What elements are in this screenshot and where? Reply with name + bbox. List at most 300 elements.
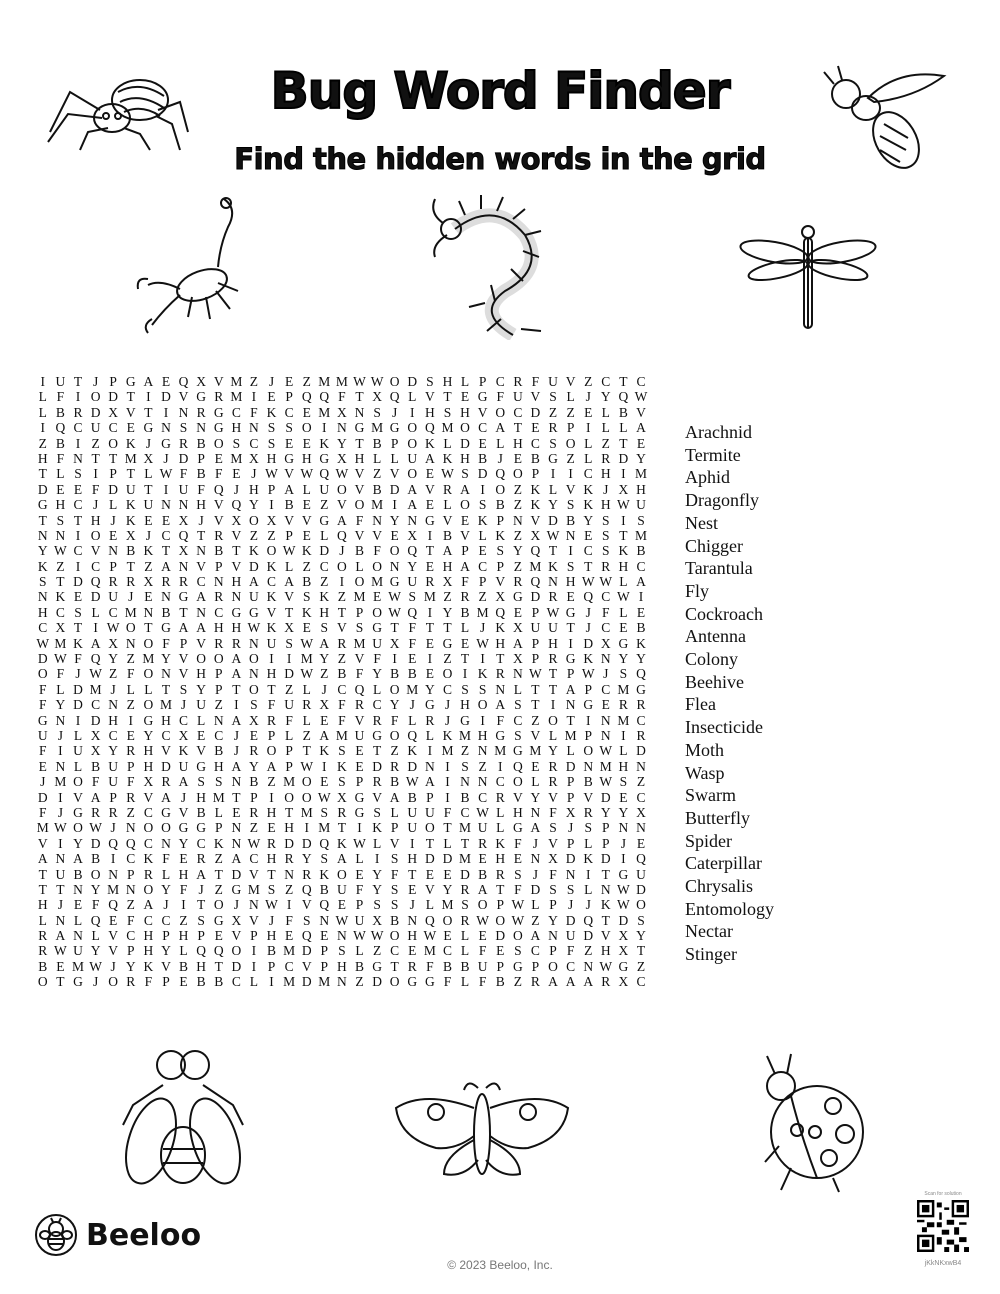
grid-letter[interactable]: U [108,589,119,605]
grid-letter[interactable]: L [214,804,223,820]
grid-letter[interactable]: E [320,774,329,790]
grid-letter[interactable]: M [459,727,472,743]
grid-letter[interactable]: I [234,697,239,713]
grid-letter[interactable]: Q [636,666,646,682]
grid-letter[interactable]: I [585,866,591,882]
grid-letter[interactable]: G [354,420,365,436]
grid-letter[interactable]: K [407,743,418,759]
grid-letter[interactable]: L [390,450,399,466]
grid-letter[interactable]: A [90,635,101,651]
grid-letter[interactable]: O [337,558,347,574]
grid-letter[interactable]: S [602,512,610,528]
grid-letter[interactable]: M [71,958,84,974]
grid-letter[interactable]: X [143,774,154,790]
grid-letter[interactable]: B [460,958,470,974]
grid-letter[interactable]: E [214,928,223,944]
grid-letter[interactable]: K [266,620,277,636]
grid-letter[interactable]: K [301,543,312,559]
grid-letter[interactable]: Z [636,958,646,974]
grid-letter[interactable]: J [92,374,99,389]
grid-letter[interactable]: O [337,481,347,497]
grid-letter[interactable]: H [196,789,207,805]
grid-letter[interactable]: S [285,420,293,436]
grid-letter[interactable]: G [618,635,629,651]
grid-letter[interactable]: T [56,574,65,590]
grid-letter[interactable]: T [372,743,382,759]
grid-letter[interactable]: N [249,420,259,436]
grid-letter[interactable]: N [530,804,541,820]
grid-letter[interactable]: W [335,912,349,928]
grid-letter[interactable]: F [197,481,205,497]
grid-letter[interactable]: L [284,558,294,574]
grid-letter[interactable]: L [284,727,294,743]
grid-letter[interactable]: J [110,512,116,528]
grid-letter[interactable]: D [530,589,541,605]
grid-letter[interactable]: S [320,620,329,636]
grid-letter[interactable]: R [179,435,189,451]
grid-letter[interactable]: W [599,958,613,974]
grid-letter[interactable]: P [320,958,329,974]
grid-letter[interactable]: Z [443,651,452,667]
grid-letter[interactable]: S [602,527,610,543]
grid-letter[interactable]: W [388,589,402,605]
grid-letter[interactable]: K [477,666,488,682]
grid-letter[interactable]: S [443,404,452,420]
grid-letter[interactable]: X [125,527,136,543]
grid-letter[interactable]: T [460,651,470,667]
grid-letter[interactable]: S [338,774,346,790]
grid-letter[interactable]: F [285,712,293,728]
grid-letter[interactable]: N [125,881,136,897]
grid-letter[interactable]: D [442,851,453,867]
grid-letter[interactable]: D [249,558,259,574]
grid-letter[interactable]: I [146,389,151,405]
grid-letter[interactable]: N [495,681,506,697]
grid-letter[interactable]: V [90,543,101,559]
grid-letter[interactable]: E [496,943,505,959]
grid-letter[interactable]: O [249,651,259,667]
grid-letter[interactable]: M [423,589,436,605]
grid-letter[interactable]: L [355,851,364,867]
grid-letter[interactable]: B [460,789,470,805]
grid-letter[interactable]: N [37,527,48,543]
grid-letter[interactable]: D [372,974,382,990]
grid-letter[interactable]: H [213,758,224,774]
grid-letter[interactable]: G [407,974,418,990]
grid-letter[interactable]: T [38,866,47,882]
grid-letter[interactable]: Q [319,466,330,482]
grid-letter[interactable]: U [55,866,66,882]
grid-letter[interactable]: P [214,820,223,836]
grid-letter[interactable]: B [636,543,646,559]
grid-letter[interactable]: M [599,758,612,774]
grid-letter[interactable]: D [161,389,171,405]
grid-letter[interactable]: L [548,727,558,743]
grid-letter[interactable]: V [196,635,207,651]
grid-letter[interactable]: T [144,620,153,636]
grid-letter[interactable]: P [250,928,258,944]
grid-letter[interactable]: L [460,620,470,636]
grid-letter[interactable]: J [180,789,187,805]
grid-letter[interactable]: I [621,727,626,743]
grid-letter[interactable]: R [442,481,452,497]
grid-letter[interactable]: R [372,712,382,728]
grid-letter[interactable]: O [301,789,312,805]
grid-letter[interactable]: S [302,912,311,928]
grid-letter[interactable]: C [55,604,65,620]
grid-letter[interactable]: L [460,974,470,990]
grid-letter[interactable]: T [337,820,347,836]
grid-letter[interactable]: Q [407,727,418,743]
grid-letter[interactable]: N [600,712,611,728]
grid-letter[interactable]: Q [90,651,101,667]
grid-letter[interactable]: Y [636,651,646,667]
grid-letter[interactable]: N [73,450,83,466]
grid-letter[interactable]: E [408,943,417,959]
grid-letter[interactable]: N [372,512,382,528]
grid-letter[interactable]: O [90,389,101,405]
grid-letter[interactable]: R [214,589,224,605]
grid-letter[interactable]: J [532,835,539,851]
grid-letter[interactable]: V [284,512,294,528]
grid-letter[interactable]: E [636,604,646,620]
grid-letter[interactable]: U [319,481,330,497]
grid-letter[interactable]: X [231,512,242,528]
grid-letter[interactable]: S [514,727,522,743]
grid-letter[interactable]: W [36,635,50,651]
grid-letter[interactable]: J [392,404,398,420]
grid-letter[interactable]: P [549,897,557,913]
grid-letter[interactable]: V [213,512,224,528]
grid-letter[interactable]: I [286,897,292,913]
grid-letter[interactable]: I [58,743,63,759]
grid-letter[interactable]: A [495,420,506,436]
grid-letter[interactable]: Q [90,574,101,590]
grid-letter[interactable]: S [39,574,47,590]
grid-letter[interactable]: V [37,835,48,851]
grid-letter[interactable]: P [531,466,540,482]
grid-letter[interactable]: Y [530,789,541,805]
grid-letter[interactable]: I [269,497,274,513]
grid-letter[interactable]: D [407,374,418,389]
grid-letter[interactable]: L [73,758,83,774]
grid-letter[interactable]: J [233,727,239,743]
grid-letter[interactable]: Q [583,912,594,928]
grid-letter[interactable]: E [425,866,434,882]
grid-letter[interactable]: O [213,435,224,451]
grid-letter[interactable]: I [269,974,274,990]
grid-letter[interactable]: Y [618,804,629,820]
grid-letter[interactable]: O [143,881,154,897]
grid-letter[interactable]: E [408,651,417,667]
grid-letter[interactable]: N [512,512,523,528]
grid-letter[interactable]: R [390,758,400,774]
grid-letter[interactable]: N [249,666,259,682]
grid-letter[interactable]: O [90,527,101,543]
grid-letter[interactable]: S [320,851,329,867]
grid-letter[interactable]: D [407,758,418,774]
grid-letter[interactable]: G [213,912,224,928]
grid-letter[interactable]: E [513,604,522,620]
grid-letter[interactable]: G [73,804,83,820]
grid-letter[interactable]: Q [424,912,435,928]
grid-letter[interactable]: H [512,804,523,820]
grid-letter[interactable]: M [423,943,436,959]
grid-letter[interactable]: X [284,620,294,636]
grid-letter[interactable]: J [163,897,169,913]
grid-letter[interactable]: X [108,635,119,651]
grid-letter[interactable]: X [178,543,189,559]
grid-letter[interactable]: N [548,574,558,590]
grid-letter[interactable]: K [548,558,558,574]
grid-letter[interactable]: O [108,435,119,451]
grid-letter[interactable]: B [390,912,400,928]
grid-letter[interactable]: W [335,466,349,482]
grid-letter[interactable]: H [337,958,347,974]
grid-letter[interactable]: V [495,574,506,590]
grid-letter[interactable]: V [354,481,365,497]
grid-letter[interactable]: W [476,804,490,820]
grid-letter[interactable]: X [407,527,418,543]
grid-letter[interactable]: S [179,681,188,697]
grid-letter[interactable]: T [355,435,364,451]
grid-letter[interactable]: W [370,928,384,944]
grid-letter[interactable]: M [441,897,454,913]
grid-letter[interactable]: Y [55,697,66,713]
grid-letter[interactable]: V [530,727,541,743]
grid-letter[interactable]: K [143,851,154,867]
grid-letter[interactable]: P [109,466,117,482]
grid-letter[interactable]: M [107,881,120,897]
grid-letter[interactable]: V [460,527,470,543]
grid-letter[interactable]: N [37,589,48,605]
grid-letter[interactable]: S [179,420,188,436]
grid-letter[interactable]: N [249,635,259,651]
grid-letter[interactable]: I [304,820,309,836]
grid-letter[interactable]: D [37,651,48,667]
grid-letter[interactable]: D [90,712,101,728]
grid-letter[interactable]: A [231,851,242,867]
grid-letter[interactable]: D [565,912,576,928]
grid-letter[interactable]: N [337,420,347,436]
grid-letter[interactable]: A [583,974,594,990]
grid-letter[interactable]: R [214,389,224,405]
grid-letter[interactable]: L [408,389,417,405]
grid-letter[interactable]: E [619,789,628,805]
grid-letter[interactable]: T [531,681,540,697]
grid-letter[interactable]: I [75,389,81,405]
grid-letter[interactable]: Y [442,881,453,897]
grid-letter[interactable]: O [407,466,418,482]
grid-letter[interactable]: N [512,666,523,682]
grid-letter[interactable]: J [585,620,591,636]
grid-letter[interactable]: A [231,712,242,728]
grid-letter[interactable]: M [494,743,507,759]
grid-letter[interactable]: O [389,374,400,389]
grid-letter[interactable]: U [407,804,418,820]
grid-letter[interactable]: H [600,466,611,482]
grid-letter[interactable]: C [161,912,171,928]
grid-letter[interactable]: R [548,774,558,790]
grid-letter[interactable]: N [108,543,119,559]
grid-letter[interactable]: Y [372,866,382,882]
grid-letter[interactable]: Z [126,897,135,913]
grid-letter[interactable]: O [143,666,154,682]
grid-letter[interactable]: U [37,727,48,743]
grid-letter[interactable]: R [513,574,523,590]
grid-letter[interactable]: W [106,620,120,636]
grid-letter[interactable]: D [565,758,576,774]
grid-letter[interactable]: U [125,481,136,497]
grid-letter[interactable]: H [178,928,189,944]
grid-letter[interactable]: M [318,374,331,389]
grid-letter[interactable]: O [143,635,154,651]
grid-letter[interactable]: Q [495,466,506,482]
grid-letter[interactable]: W [546,604,560,620]
grid-letter[interactable]: Q [512,758,523,774]
grid-letter[interactable]: M [529,558,542,574]
grid-letter[interactable]: F [355,666,364,682]
grid-letter[interactable]: F [56,450,65,466]
grid-letter[interactable]: D [530,404,541,420]
grid-letter[interactable]: W [159,466,173,482]
grid-letter[interactable]: O [337,866,347,882]
grid-letter[interactable]: T [302,743,311,759]
grid-letter[interactable]: R [460,589,470,605]
grid-letter[interactable]: P [496,958,504,974]
grid-letter[interactable]: A [407,481,418,497]
grid-letter[interactable]: X [372,389,382,405]
grid-letter[interactable]: Y [249,758,259,774]
grid-letter[interactable]: I [128,712,134,728]
grid-letter[interactable]: F [496,389,504,405]
grid-letter[interactable]: X [249,712,259,728]
grid-letter[interactable]: P [214,681,223,697]
grid-letter[interactable]: G [495,727,506,743]
grid-letter[interactable]: K [143,958,154,974]
grid-letter[interactable]: S [390,851,399,867]
grid-letter[interactable]: M [283,974,296,990]
grid-letter[interactable]: C [636,558,646,574]
grid-letter[interactable]: Y [90,943,101,959]
grid-letter[interactable]: J [57,897,64,913]
grid-letter[interactable]: T [214,958,223,974]
grid-letter[interactable]: P [355,604,364,620]
grid-letter[interactable]: S [56,512,65,528]
grid-letter[interactable]: F [127,774,135,790]
grid-letter[interactable]: S [549,389,557,405]
grid-letter[interactable]: H [143,743,154,759]
grid-letter[interactable]: Q [530,574,541,590]
grid-letter[interactable]: P [390,820,399,836]
grid-letter[interactable]: N [583,758,594,774]
grid-letter[interactable]: L [38,404,47,420]
grid-letter[interactable]: L [566,389,575,405]
grid-letter[interactable]: N [73,881,83,897]
grid-letter[interactable]: M [159,697,172,713]
grid-letter[interactable]: A [231,666,242,682]
grid-letter[interactable]: H [231,574,242,590]
grid-letter[interactable]: O [213,897,224,913]
grid-letter[interactable]: R [530,974,540,990]
grid-letter[interactable]: H [196,497,207,513]
grid-letter[interactable]: I [480,651,485,667]
grid-letter[interactable]: C [214,604,224,620]
grid-letter[interactable]: S [390,897,399,913]
grid-letter[interactable]: Y [301,851,312,867]
grid-letter[interactable]: Y [636,450,646,466]
grid-letter[interactable]: G [196,758,207,774]
grid-letter[interactable]: O [636,897,646,913]
grid-letter[interactable]: U [178,481,189,497]
grid-letter[interactable]: W [546,527,560,543]
grid-letter[interactable]: E [179,851,188,867]
grid-letter[interactable]: L [425,727,434,743]
grid-letter[interactable]: Q [301,389,312,405]
grid-letter[interactable]: D [636,743,646,759]
grid-letter[interactable]: D [583,635,594,651]
grid-letter[interactable]: H [249,481,259,497]
grid-letter[interactable]: I [269,651,274,667]
grid-letter[interactable]: Q [301,928,312,944]
grid-letter[interactable]: V [442,512,453,528]
grid-letter[interactable]: G [565,604,576,620]
grid-letter[interactable]: H [354,450,365,466]
grid-letter[interactable]: M [634,527,647,543]
grid-letter[interactable]: Q [90,912,101,928]
grid-letter[interactable]: G [442,635,453,651]
grid-letter[interactable]: U [354,912,365,928]
grid-letter[interactable]: N [55,758,66,774]
grid-letter[interactable]: X [389,635,400,651]
grid-letter[interactable]: R [126,574,136,590]
grid-letter[interactable]: M [529,743,542,759]
grid-letter[interactable]: A [636,574,646,590]
grid-letter[interactable]: P [566,789,575,805]
grid-letter[interactable]: Y [337,435,347,451]
grid-letter[interactable]: I [462,666,468,682]
grid-letter[interactable]: J [567,820,574,836]
grid-letter[interactable]: Z [284,881,294,897]
grid-letter[interactable]: D [583,928,594,944]
grid-letter[interactable]: X [442,574,453,590]
grid-letter[interactable]: Z [548,404,558,420]
grid-letter[interactable]: Z [249,374,259,389]
grid-letter[interactable]: U [55,374,66,389]
grid-letter[interactable]: L [302,481,311,497]
grid-letter[interactable]: M [459,820,472,836]
grid-letter[interactable]: I [427,743,433,759]
grid-letter[interactable]: P [285,758,293,774]
grid-letter[interactable]: N [460,774,470,790]
grid-letter[interactable]: F [408,620,417,636]
grid-letter[interactable]: C [636,712,646,728]
grid-letter[interactable]: T [197,897,206,913]
grid-letter[interactable]: K [530,481,541,497]
grid-letter[interactable]: V [530,389,541,405]
grid-letter[interactable]: I [480,712,485,728]
qr-code-icon[interactable] [917,1200,969,1252]
grid-letter[interactable]: R [548,420,558,436]
grid-letter[interactable]: S [461,466,469,482]
grid-letter[interactable]: F [91,774,100,790]
grid-letter[interactable]: V [389,466,400,482]
grid-letter[interactable]: N [231,820,242,836]
grid-letter[interactable]: T [548,543,558,559]
grid-letter[interactable]: R [126,789,136,805]
grid-letter[interactable]: M [318,404,331,420]
grid-letter[interactable]: M [283,774,296,790]
